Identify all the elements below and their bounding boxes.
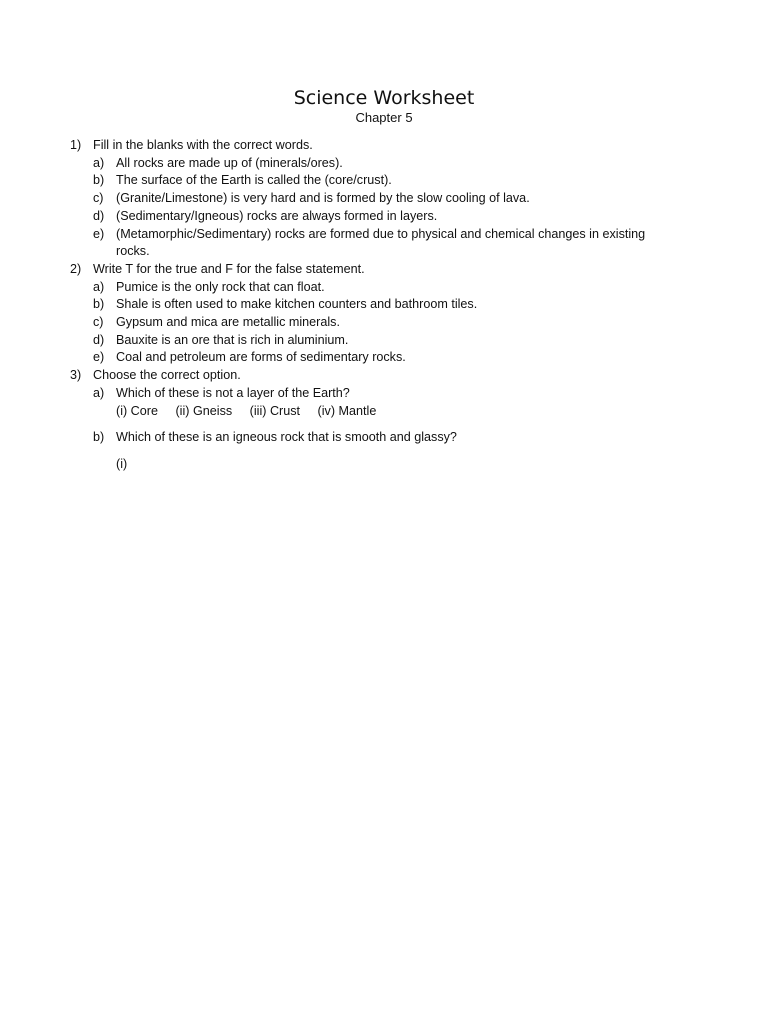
question-number: 1) — [70, 138, 82, 152]
item-letter: a) — [93, 155, 105, 170]
item-letter: b) — [93, 430, 105, 445]
item-text: Which of these is an igneous rock that is smooth and glassy? — [116, 430, 457, 445]
item-text: Bauxite is an ore that is rich in aluminium. — [116, 332, 349, 347]
item-text: Pumice is the only rock that can float. — [116, 279, 325, 294]
item-letter: c) — [93, 191, 104, 206]
question-text: Choose the correct option. — [93, 368, 241, 383]
question-number: 2) — [70, 261, 82, 276]
question-1-item-d — [0, 208, 768, 226]
question-2-item-c — [0, 314, 768, 332]
question-2-item-e — [0, 349, 768, 367]
question-3-item-b-options — [116, 456, 768, 474]
paragraph-spacing — [0, 420, 768, 429]
item-letter: a) — [93, 385, 105, 400]
question-1-item-b — [0, 172, 768, 190]
item-letter: a) — [93, 279, 105, 294]
item-text: Coal and petroleum are forms of sedimentary rocks. — [116, 350, 406, 365]
question-1-item-a — [0, 155, 768, 173]
question-1 — [0, 137, 768, 155]
question-2-item-d — [0, 332, 768, 350]
item-letter: e) — [93, 226, 105, 241]
question-text: Fill in the blanks with the correct words. — [93, 138, 313, 152]
question-1-item-c — [0, 190, 768, 208]
item-text: (Granite/Limestone) is very hard and is formed by the slow cooling of lava. — [116, 191, 530, 206]
item-text: Shale is often used to make kitchen counters and bathroom tiles. — [116, 297, 478, 312]
item-text: (Sedimentary/Igneous) rocks are always formed in layers. — [116, 208, 438, 223]
item-letter: b) — [93, 173, 105, 188]
question-2 — [0, 261, 768, 279]
document-title: Science Worksheet — [293, 87, 475, 109]
question-1-item-e — [0, 226, 768, 261]
option: (i) Core — [116, 403, 158, 418]
worksheet-content — [0, 137, 768, 474]
item-text: Gypsum and mica are metallic minerals. — [116, 315, 340, 330]
item-text: The surface of the Earth is called the (core/crust). — [116, 173, 392, 188]
paragraph-spacing — [0, 447, 768, 456]
question-2-item-b — [0, 296, 768, 314]
item-letter: c) — [93, 315, 104, 330]
question-3-item-a-options — [116, 403, 768, 421]
option: (ii) Gneiss — [175, 403, 233, 418]
item-letter: b) — [93, 297, 105, 312]
option: (i) — [116, 456, 128, 471]
item-text: (Metamorphic/Sedimentary) rocks are formed due to physical and chemical changes in existing rocks. — [116, 226, 646, 259]
item-text: Which of these is not a layer of the Earth? — [116, 385, 350, 400]
document-subtitle: Chapter 5 — [355, 110, 413, 125]
item-letter: e) — [93, 350, 105, 365]
question-3 — [0, 367, 768, 385]
item-letter: d) — [93, 208, 105, 223]
question-3-item-a — [0, 385, 768, 403]
question-text: Write T for the true and F for the false statement. — [93, 261, 365, 276]
option: (iv) Mantle — [317, 403, 377, 418]
option: (iii) Crust — [249, 403, 301, 418]
item-text: All rocks are made up of (minerals/ores). — [116, 155, 343, 170]
item-letter: d) — [93, 332, 105, 347]
question-number: 3) — [70, 368, 82, 383]
question-3-item-b — [0, 429, 768, 447]
question-2-item-a — [0, 279, 768, 297]
